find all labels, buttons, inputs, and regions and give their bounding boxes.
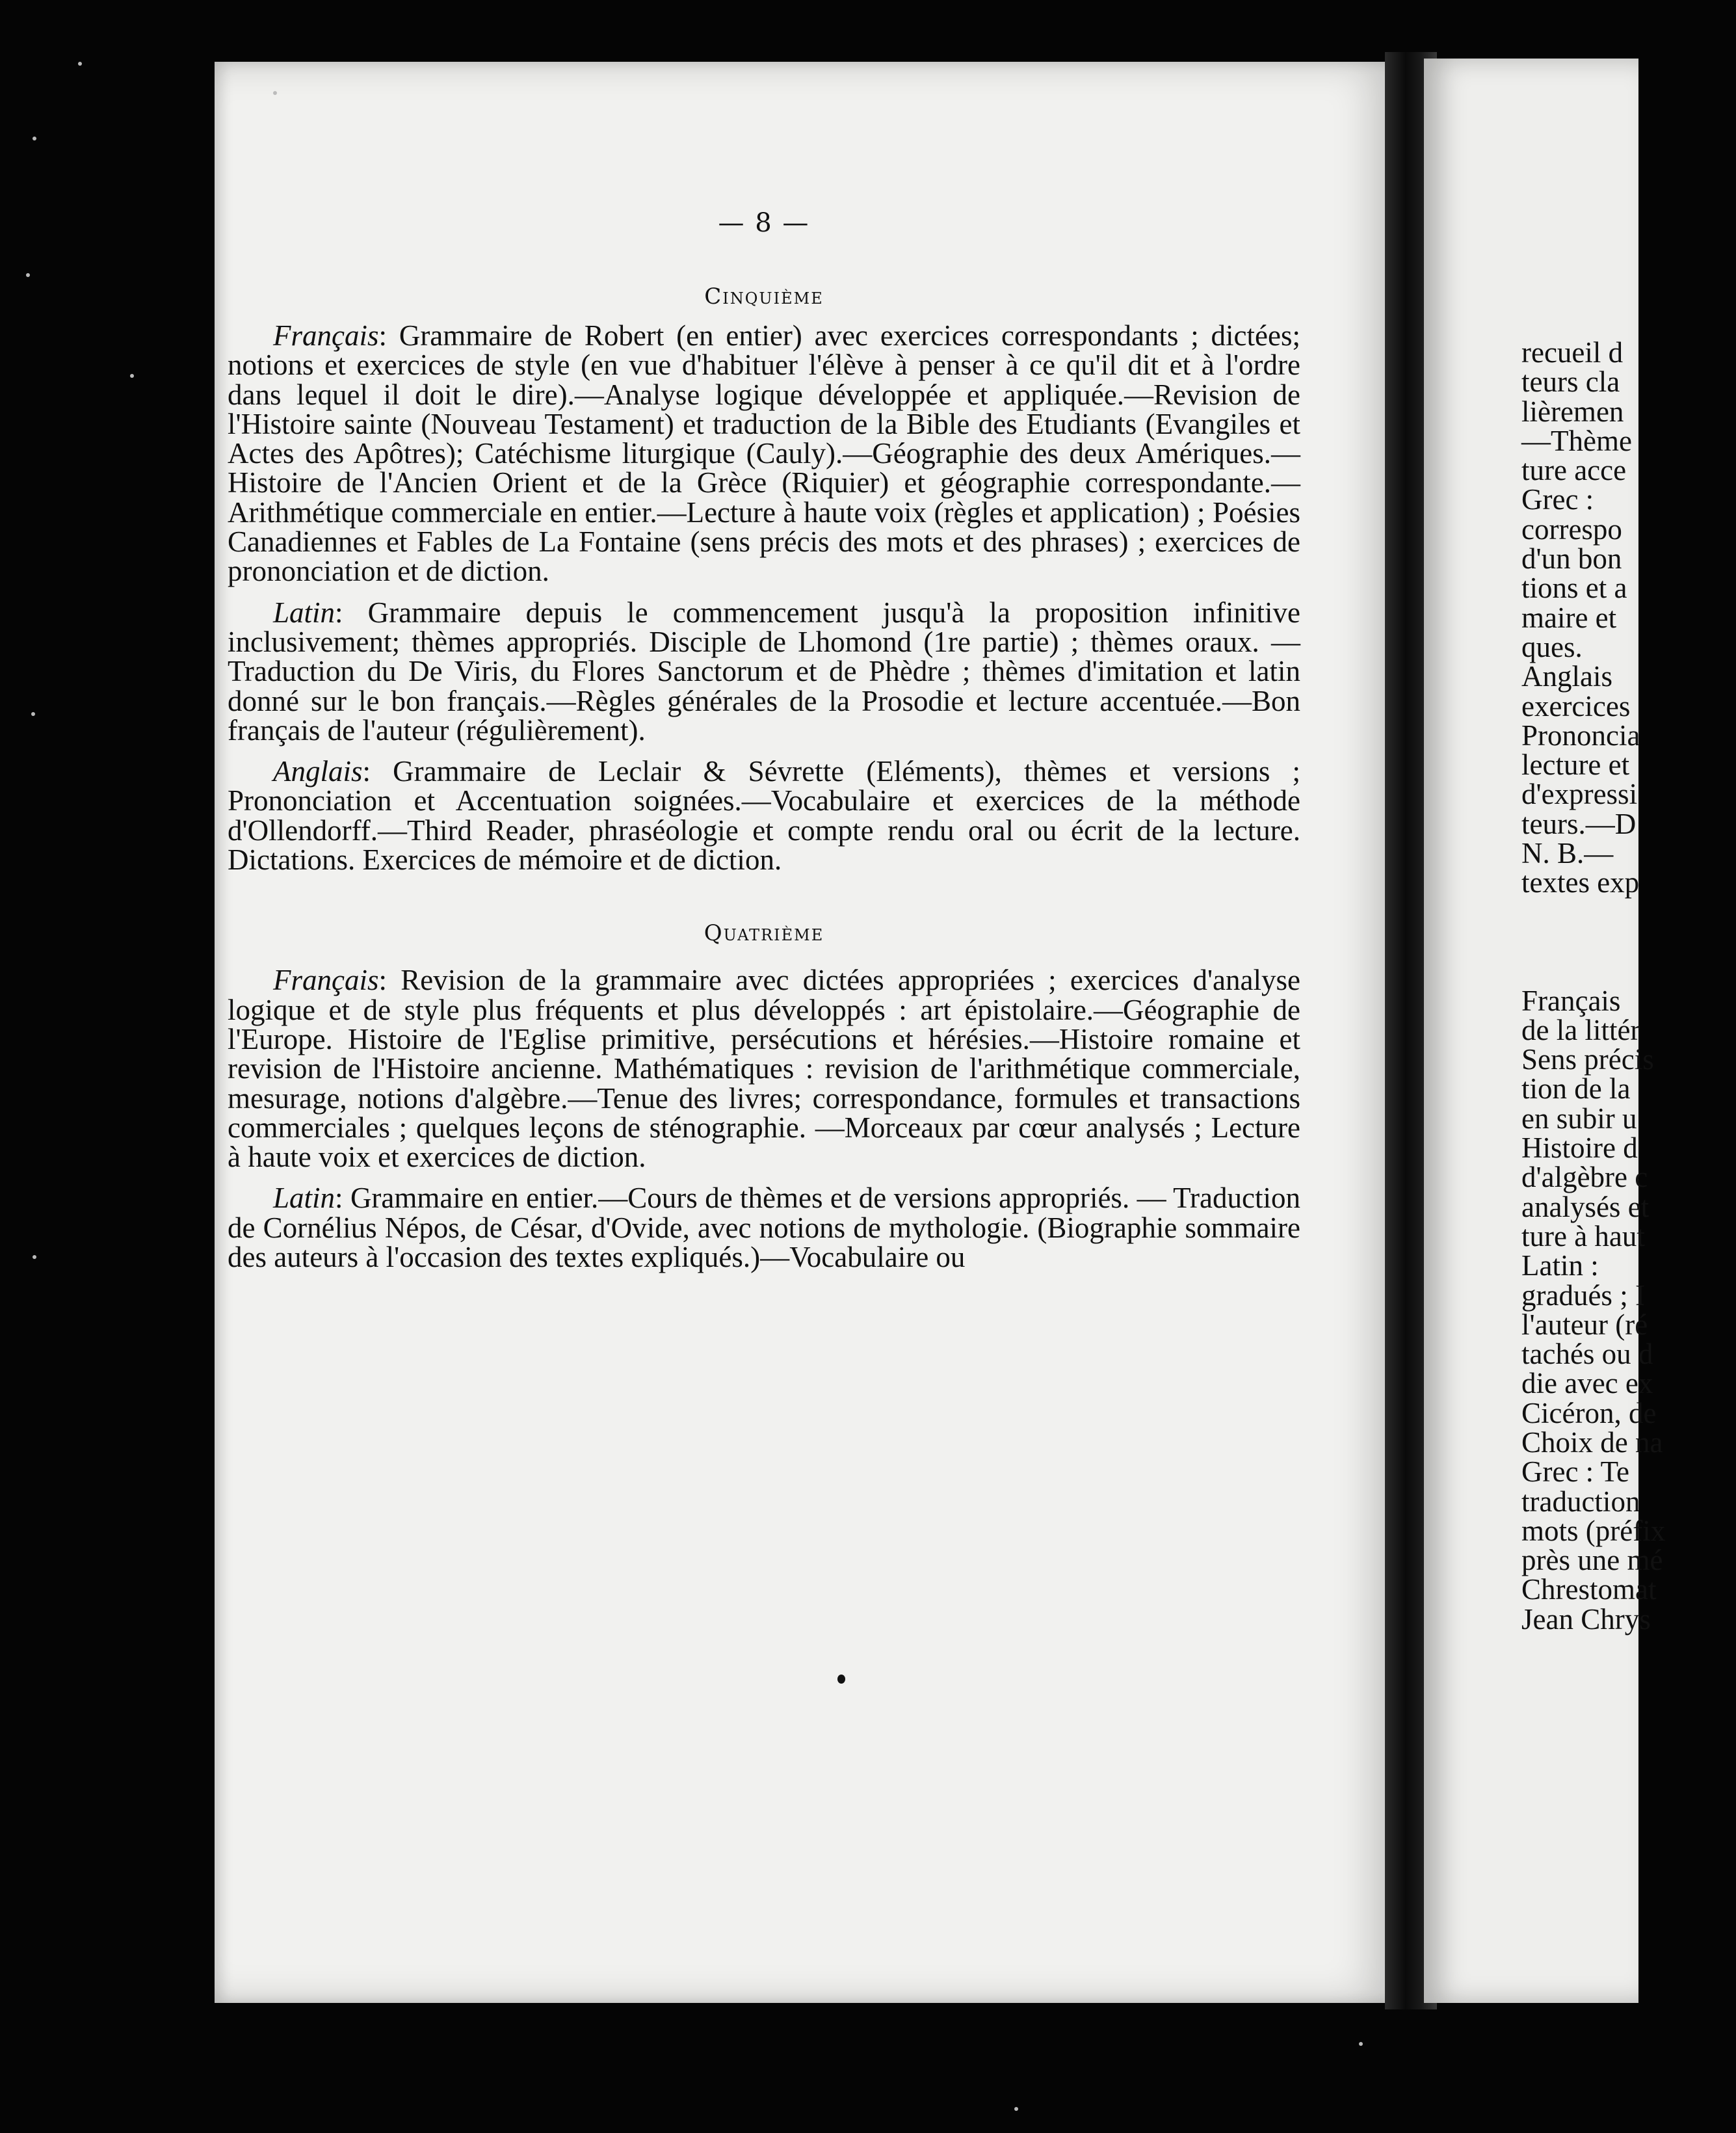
right-page-line: ture à haut xyxy=(1521,1219,1645,1252)
paragraph-text: : Grammaire de Leclair & Sévrette (Eléments), thèmes et versions ; Prononciation et Accentuation soignées.—Vocabulaire et exercices de la méthode d'Ollendorff.—Third Reader, phraséologie et compte rendu oral ou écrit de la lecture. Dictations. Exercices de mémoire et de diction. xyxy=(228,755,1300,877)
subject-label: Latin xyxy=(273,596,335,629)
paragraph-text: : Grammaire en entier.—Cours de thèmes et de versions appropriés. — Traduction de Cornélius Népos, de César, d'Ovide, avec notions de mythologie. (Biographie sommaire des auteurs à l'occasion des textes expliqués.)—Vocabulaire ou xyxy=(228,1182,1300,1274)
right-page-line: teurs cla xyxy=(1521,365,1620,399)
right-page-line: textes exp xyxy=(1521,866,1640,899)
page-number: — 8 — xyxy=(718,208,810,238)
right-page-line: Grec : xyxy=(1521,483,1594,516)
right-page-line: d'algèbre c xyxy=(1521,1161,1648,1194)
section-heading-cinquieme: Cinquième xyxy=(704,284,824,310)
paragraph xyxy=(228,598,1300,745)
right-page-line: près une mé xyxy=(1521,1544,1663,1577)
right-page-line: tachés ou d xyxy=(1521,1338,1653,1371)
subject-label: Français xyxy=(273,964,379,997)
right-page-line: en subir u xyxy=(1521,1102,1637,1135)
film-speck xyxy=(1014,2107,1018,2111)
film-speck xyxy=(33,137,36,140)
section-heading-quatrieme: Quatrième xyxy=(704,920,824,947)
right-page-line: Grec : Te xyxy=(1521,1455,1629,1489)
film-speck xyxy=(130,374,134,378)
right-page-line: Jean Chrys xyxy=(1521,1602,1651,1636)
film-speck xyxy=(1359,2042,1363,2046)
right-page-line: Latin : xyxy=(1521,1249,1599,1282)
right-page-line xyxy=(1521,957,1736,986)
film-speck xyxy=(273,91,277,95)
right-page-line: tions et a xyxy=(1521,572,1627,605)
film-speck xyxy=(31,712,35,716)
paragraph xyxy=(228,966,1300,1172)
right-page-line: ques. xyxy=(1521,630,1583,663)
right-page-line: Chrestomat xyxy=(1521,1573,1657,1606)
right-page-line: d'expressi xyxy=(1521,778,1638,811)
subject-label: Anglais xyxy=(273,755,363,788)
right-page-line: Français xyxy=(1521,984,1621,1017)
right-page-line: recueil d xyxy=(1521,336,1624,369)
right-page-line: lièremen xyxy=(1521,395,1624,428)
paragraph xyxy=(228,757,1300,875)
right-page-line: Cicéron, de xyxy=(1521,1396,1657,1429)
right-page-line: l'auteur (ré xyxy=(1521,1308,1648,1341)
page-content xyxy=(228,208,1300,1284)
right-page-line: Anglais xyxy=(1521,660,1612,693)
right-page xyxy=(1424,59,1666,2003)
right-page-line: ture acce xyxy=(1521,454,1627,487)
right-page-line: analysés et xyxy=(1521,1190,1650,1223)
paragraph xyxy=(228,1184,1300,1272)
right-page-line: die avec ex xyxy=(1521,1367,1653,1400)
right-page-line: maire et xyxy=(1521,601,1617,634)
paragraph xyxy=(228,321,1300,587)
right-page-line: de la littér xyxy=(1521,1013,1640,1046)
right-page-line: Choix de na xyxy=(1521,1425,1663,1459)
right-page-line: Prononcia xyxy=(1521,719,1640,752)
right-page-line: gradués ; I xyxy=(1521,1278,1645,1312)
ink-dot xyxy=(837,1675,845,1684)
paragraph-text: : Grammaire de Robert (en entier) avec exercices correspondants ; dictées; notions et exercices de style (en vue d'habituer l'élève à penser à ce qu'il dit et à l'ordre dans lequel il doit le dire).—Analyse logique développée et appliquée.—Revision de l'Histoire sainte (Nouveau Testament) et traduction de la Bible des Etudiants (Evangiles et Actes des Apôtres); Catéchisme liturgique (Cauly).—Géographie des deux Amériques.—Histoire de l'Ancien Orient et de la Grèce (Riquier) et géographie correspondante.—Arithmétique commerciale en entier.—Lecture à haute voix (règles et application) ; Poésies Canadiennes et Fables de La Fontaine (sens précis des mots et des phrases) ; exercices de prononciation et de diction. xyxy=(228,319,1300,588)
right-page-line: tion de la xyxy=(1521,1072,1631,1106)
right-page-line: Histoire d xyxy=(1521,1132,1638,1165)
right-page-line: correspo xyxy=(1521,512,1622,546)
subject-label: Français xyxy=(273,319,379,352)
right-page-line: lecture et xyxy=(1521,749,1630,782)
right-page-line: —Thème xyxy=(1521,424,1632,457)
right-page-line xyxy=(1521,927,1736,957)
right-page-line: teurs.—D xyxy=(1521,807,1637,840)
right-page-line: exercices xyxy=(1521,689,1631,722)
right-page-line: traduction xyxy=(1521,1485,1640,1518)
film-speck xyxy=(26,273,30,277)
paragraph-text: : Revision de la grammaire avec dictées appropriées ; exercices d'analyse logique et de style plus fréquents et plus développés : art épistolaire.—Géographie de l'Europe. Histoire de l'Eglise primitive, persécutions et hérésies.—Histoire romaine et revision de l'Histoire ancienne. Mathématiques : revision de l'arithmétique commerciale, mesurage, notions d'algèbre.—Tenue des livres; correspondance, formules et transactions commerciales ; quelques leçons de sténographie. —Morceaux par cœur analysés ; Lecture à haute voix et exercices de diction. xyxy=(228,964,1300,1174)
subject-label: Latin xyxy=(273,1182,335,1215)
right-page-line xyxy=(1521,898,1736,927)
film-speck xyxy=(33,1255,36,1259)
paragraph-text: : Grammaire depuis le commencement jusqu'à la proposition infinitive inclusivement; thèmes appropriés. Disciple de Lhomond (1re partie) ; thèmes oraux. — Traduction du De Viris, du Flores Sanctorum et de Phèdre ; thèmes d'imitation et latin donné sur le bon français.—Règles générales de la Prosodie et lecture accentuée.—Bon français de l'auteur (régulièrement). xyxy=(228,596,1300,747)
right-page-line: Sens précis xyxy=(1521,1043,1654,1076)
right-page-line: d'un bon xyxy=(1521,542,1622,576)
right-page-text xyxy=(1521,338,1736,1634)
right-page-line: mots (préfix xyxy=(1521,1514,1666,1547)
right-page-line: N. B.— xyxy=(1521,837,1614,870)
film-speck xyxy=(78,62,82,66)
